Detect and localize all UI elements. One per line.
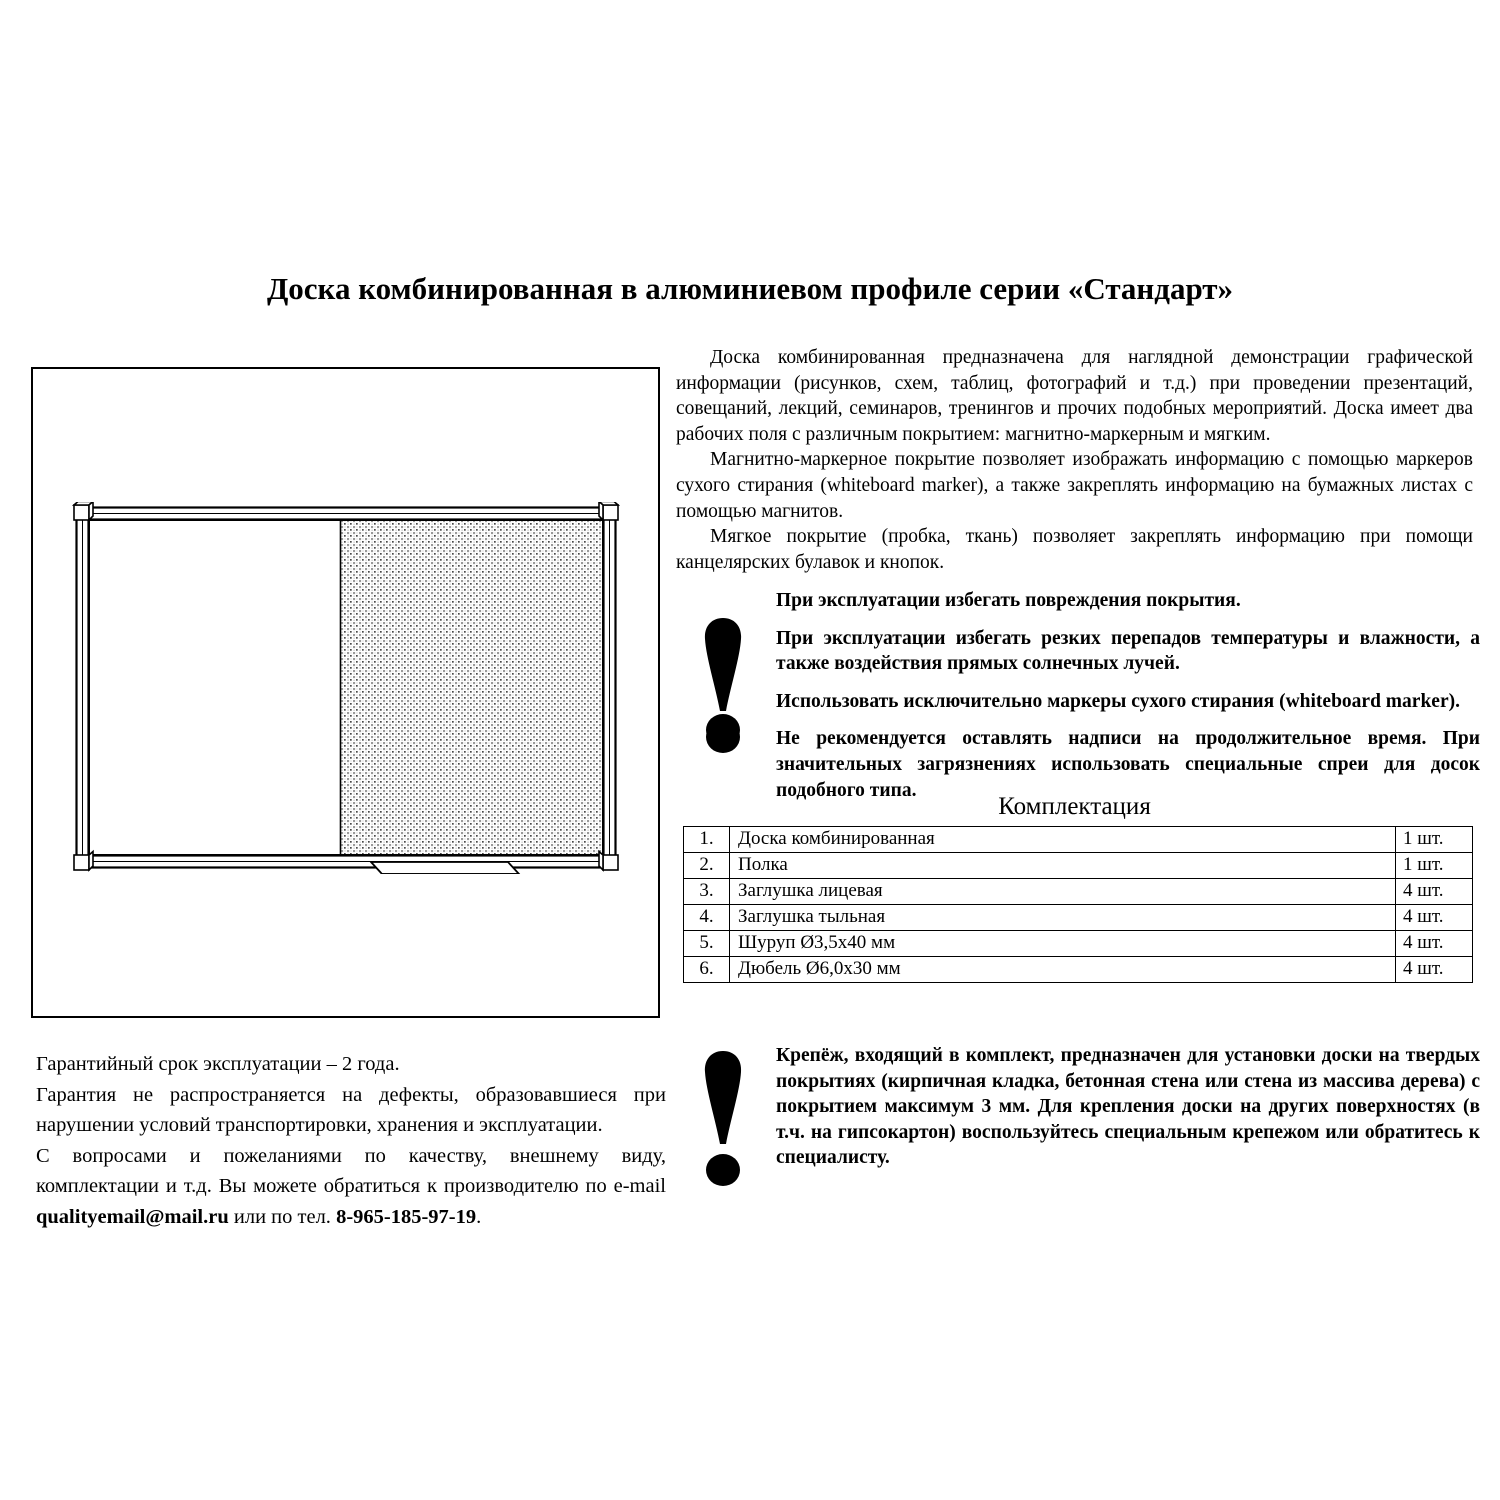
kit-row-name: Дюбель Ø6,0х30 мм bbox=[730, 957, 1396, 983]
kit-row-qty: 1 шт. bbox=[1396, 853, 1473, 879]
kit-row-qty: 1 шт. bbox=[1396, 827, 1473, 853]
kit-row-number: 2. bbox=[684, 853, 730, 879]
kit-row-number: 6. bbox=[684, 957, 730, 983]
kit-row-number: 3. bbox=[684, 879, 730, 905]
table-row bbox=[684, 879, 1473, 905]
kit-row-qty: 4 шт. bbox=[1396, 879, 1473, 905]
kit-row-number: 4. bbox=[684, 905, 730, 931]
warning-block-usage bbox=[700, 588, 1480, 801]
kit-row-name: Заглушка тыльная bbox=[730, 905, 1396, 931]
warning-item-1: При эксплуатации избегать повреждения покрытия. bbox=[776, 590, 1241, 611]
kit-row-qty: 4 шт. bbox=[1396, 905, 1473, 931]
warranty-contact-middle: или по тел. bbox=[228, 1205, 337, 1228]
corner-cap-bottom-right bbox=[599, 852, 618, 871]
kit-row-name: Полка bbox=[730, 853, 1396, 879]
exclamation-dot-icon bbox=[700, 708, 746, 756]
marker-field bbox=[90, 521, 341, 855]
exclamation-mark-icon bbox=[700, 1048, 746, 1188]
kit-row-number: 5. bbox=[684, 931, 730, 957]
warning-mounting-text bbox=[776, 1043, 1480, 1171]
illustration-frame bbox=[31, 367, 660, 1018]
warning-item-4: Не рекомендуется оставлять надписи на продолжительное время. При значительных загрязнениях использовать специальные спреи для досок подобного типа. bbox=[776, 728, 1480, 801]
table-row bbox=[684, 827, 1473, 853]
warranty-contact-suffix: . bbox=[476, 1205, 482, 1228]
kit-row-qty: 4 шт. bbox=[1396, 957, 1473, 983]
table-row bbox=[684, 853, 1473, 879]
kit-heading: Комплектация bbox=[998, 793, 1151, 820]
intro-paragraph-2: Магнитно-маркерное покрытие позволяет изображать информацию с помощью маркеров сухого стирания (whiteboard marker), а также закреплять информацию на бумажных листах с помощью магнитов. bbox=[676, 449, 1473, 522]
corner-cap-top-left bbox=[74, 502, 93, 520]
board-shelf bbox=[371, 862, 519, 874]
corner-cap-bottom-left bbox=[74, 852, 93, 871]
warranty-line-3 bbox=[36, 1141, 666, 1233]
warranty-text bbox=[36, 1049, 666, 1232]
intro-text bbox=[676, 345, 1473, 575]
soft-field bbox=[341, 521, 603, 855]
warning-mounting-paragraph: Крепёж, входящий в комплект, предназначен для установки доски на твердых покрытиях (кирпичная кладка, бетонная стена или стена из массива дерева) с покрытием максимум 3 мм. Для крепления доски на других поверхностях (в т.ч. на гипсокартон) воспользуйтесь специальным крепежом или обратитесь к специалисту. bbox=[776, 1045, 1480, 1169]
kit-row-name: Заглушка лицевая bbox=[730, 879, 1396, 905]
support-email: qualityemail@mail.ru bbox=[36, 1205, 229, 1228]
warning-usage-text bbox=[776, 588, 1480, 803]
corner-cap-top-right bbox=[599, 502, 618, 520]
page-title: Доска комбинированная в алюминиевом профиле серии «Стандарт» bbox=[266, 271, 1234, 306]
warning-block-mounting bbox=[700, 1043, 1480, 1193]
kit-row-name: Доска комбинированная bbox=[730, 827, 1396, 853]
kit-table-body bbox=[684, 827, 1473, 983]
intro-paragraph-3: Мягкое покрытие (пробка, ткань) позволяет закреплять информацию при помощи канцелярских булавок и кнопок. bbox=[676, 526, 1473, 573]
warning-item-2: При эксплуатации избегать резких перепадов температуры и влажности, а также воздействия прямых солнечных лучей. bbox=[776, 627, 1480, 675]
board-svg bbox=[71, 502, 621, 874]
kit-row-number: 1. bbox=[684, 827, 730, 853]
warranty-line-1: Гарантийный срок эксплуатации – 2 года. bbox=[36, 1053, 400, 1075]
table-row bbox=[684, 931, 1473, 957]
kit-row-name: Шуруп Ø3,5х40 мм bbox=[730, 931, 1396, 957]
warranty-line-2: Гарантия не распространяется на дефекты, образовавшиеся при нарушении условий транспортировки, хранения и эксплуатации. bbox=[36, 1083, 666, 1136]
support-phone: 8-965-185-97-19 bbox=[336, 1205, 477, 1228]
intro-paragraph-1: Доска комбинированная предназначена для наглядной демонстрации графической информации (рисунков, схем, таблиц, фотографий и т.д.) при проведении презентаций, совещаний, лекций, семинаров, тренингов и прочих подобных мероприятий. Доска имеет два рабочих поля с различным покрытием: магнитно-маркерным и мягким. bbox=[676, 347, 1473, 445]
kit-table bbox=[683, 826, 1473, 983]
kit-row-qty: 4 шт. bbox=[1396, 931, 1473, 957]
board-drawing bbox=[71, 502, 621, 874]
table-row bbox=[684, 957, 1473, 983]
table-row bbox=[684, 905, 1473, 931]
warranty-contact-prefix: С вопросами и пожеланиями по качеству, внешнему виду, комплектации и т.д. Вы можете обратиться к производителю по e-mail bbox=[36, 1144, 666, 1197]
warning-item-3: Использовать исключительно маркеры сухого стирания (whiteboard marker). bbox=[776, 690, 1460, 712]
